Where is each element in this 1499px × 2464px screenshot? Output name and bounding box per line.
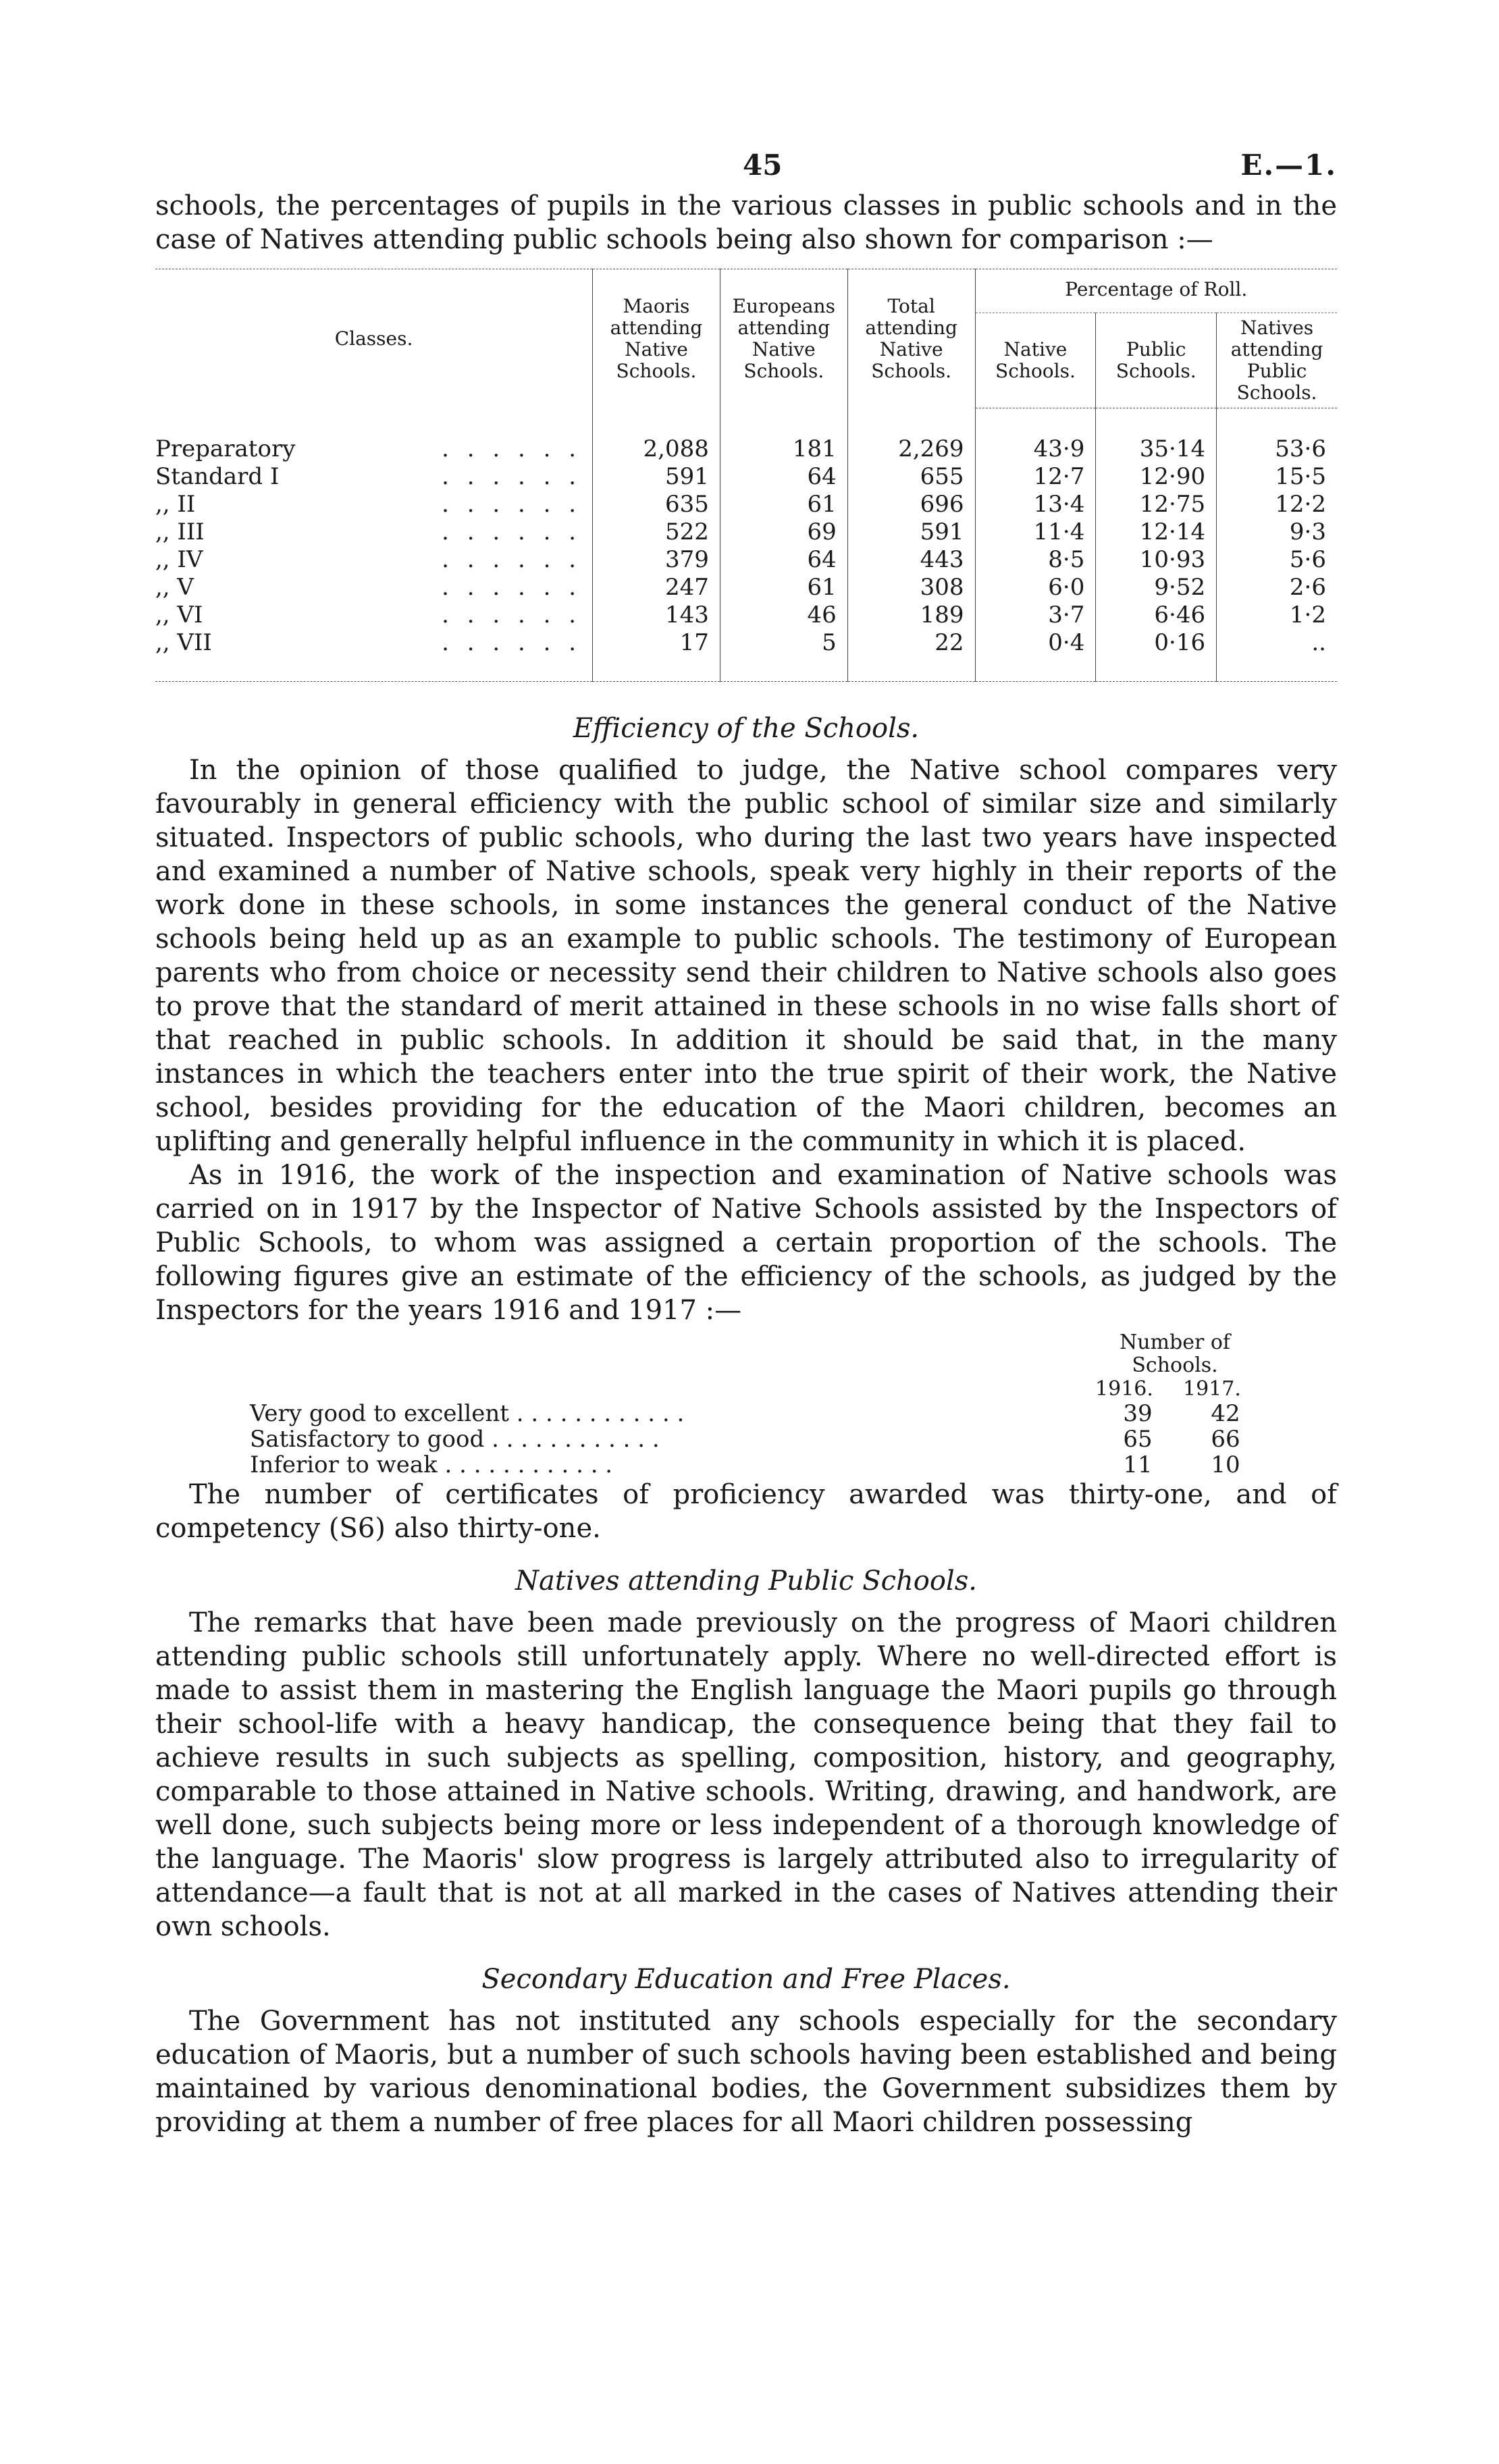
public-pct-value: 0·16 [1096, 629, 1217, 682]
natives-public-pct-value: .. [1217, 629, 1337, 682]
header-europeans: Europeans attending Native Schools. [720, 269, 847, 408]
leader-dots: . . . . . . [442, 601, 582, 628]
natives-public-pct-value: 5·6 [1217, 546, 1337, 574]
class-label: ,, III [155, 518, 205, 545]
natives-public-heading: Natives attending Public Schools. [515, 1565, 977, 1597]
value-1916: 39 [1123, 1400, 1153, 1427]
total-value: 22 [847, 629, 975, 682]
efficiency-label: Inferior to weak . . . . . . . . . . . . [250, 1451, 613, 1478]
table-row [155, 491, 1337, 518]
value-1916: 65 [1123, 1426, 1153, 1453]
maoris-value: 17 [593, 629, 720, 682]
public-pct-value: 10·93 [1096, 546, 1217, 574]
europeans-value: 69 [720, 518, 847, 546]
table-row [155, 408, 1337, 464]
maoris-value: 591 [593, 463, 720, 491]
efficiency-label: Satisfactory to good . . . . . . . . . . . . [250, 1426, 660, 1453]
leader-dots: . . . . . . [442, 463, 582, 490]
leader-dots: . . . . . . [442, 629, 582, 656]
public-pct-value: 12·90 [1096, 463, 1217, 491]
value-1916: 11 [1123, 1451, 1153, 1478]
native-pct-value: 11·4 [975, 518, 1096, 546]
class-label: ,, IV [155, 546, 203, 573]
natives-public-pct-value: 15·5 [1217, 463, 1337, 491]
list-item [250, 1401, 1337, 1426]
europeans-value: 64 [720, 463, 847, 491]
native-pct-value: 13·4 [975, 491, 1096, 518]
total-value: 189 [847, 601, 975, 629]
total-value: 2,269 [847, 408, 975, 464]
class-label: ,, V [155, 574, 194, 601]
europeans-value: 61 [720, 491, 847, 518]
native-pct-value: 3·7 [975, 601, 1096, 629]
list-item [250, 1452, 1337, 1478]
natives-public-pct-value: 53·6 [1217, 408, 1337, 464]
public-pct-value: 35·14 [1096, 408, 1217, 464]
number-of-schools-heading: Number of Schools. [1119, 1331, 1231, 1377]
leader-dots: . . . . . . [442, 518, 582, 545]
public-pct-value: 12·75 [1096, 491, 1217, 518]
header-maoris: Maoris attending Native Schools. [593, 269, 720, 408]
header-public-schools: Public Schools. [1096, 313, 1217, 408]
efficiency-paragraph-1: In the opinion of those qualified to judge, the Native school compares very favourably in general efficiency with the public school of similar size and similarly situated. Inspectors of public schools, who during the last two years have inspected and examined a number of Native schools, speak very highly in their reports of the work done in these schools, in some instances the general conduct of the Native schools being held up as an example to public schools. The testimony of European parents who from choice or necessity send their children to Native schools also goes to prove that the standard of merit attained in these schools in no wise falls short of that reached in public schools. In addition it should be said that, in the many instances in which the teachers enter into the true spirit of their work, the Native school, besides providing for the education of the Maori children, becomes an uplifting and generally helpful influence in the community in which it is placed. [155, 755, 1337, 1157]
maoris-value: 247 [593, 574, 720, 601]
value-1917: 42 [1211, 1400, 1240, 1427]
efficiency-figures [155, 1331, 1337, 1478]
natives-public-pct-value: 12·2 [1217, 491, 1337, 518]
natives-public-pct-value: 9·3 [1217, 518, 1337, 546]
total-value: 655 [847, 463, 975, 491]
year-1917-heading: 1917. [1183, 1377, 1241, 1401]
native-pct-value: 43·9 [975, 408, 1096, 464]
total-value: 696 [847, 491, 975, 518]
total-value: 591 [847, 518, 975, 546]
value-1917: 10 [1211, 1451, 1240, 1478]
table-row [155, 463, 1337, 491]
page-number: 45 [743, 149, 783, 182]
header-percentage-group: Percentage of Roll. [975, 269, 1337, 313]
class-label: ,, VII [155, 629, 212, 656]
list-item [250, 1426, 1337, 1452]
table-row [155, 546, 1337, 574]
europeans-value: 5 [720, 629, 847, 682]
header-natives-public: Natives attending Public Schools. [1217, 313, 1337, 408]
leader-dots: . . . . . . [442, 574, 582, 601]
public-pct-value: 6·46 [1096, 601, 1217, 629]
document-page [155, 142, 1337, 2139]
document-reference: E.—1. [1240, 149, 1337, 182]
efficiency-paragraph-2: As in 1916, the work of the inspection and examination of Native schools was carried on in 1917 by the Inspector of Native Schools assisted by the Inspectors of Public Schools, to whom was assigned a certain proportion of the schools. The following figures give an estimate of the efficiency of the schools, as judged by the Inspectors for the years 1916 and 1917 :— [155, 1160, 1337, 1326]
natives-public-pct-value: 2·6 [1217, 574, 1337, 601]
maoris-value: 522 [593, 518, 720, 546]
native-pct-value: 8·5 [975, 546, 1096, 574]
leader-dots: . . . . . . [442, 546, 582, 573]
public-pct-value: 9·52 [1096, 574, 1217, 601]
native-pct-value: 6·0 [975, 574, 1096, 601]
table-row [155, 574, 1337, 601]
class-label: Preparatory [155, 435, 296, 462]
efficiency-heading: Efficiency of the Schools. [573, 713, 920, 744]
certificates-paragraph: The number of certificates of proficiency awarded was thirty-one, and of competency (S6) also thirty-one. [155, 1479, 1337, 1544]
maoris-value: 2,088 [593, 408, 720, 464]
europeans-value: 181 [720, 408, 847, 464]
natives-public-paragraph: The remarks that have been made previously on the progress of Maori children attending public schools still unfortunately apply. Where no well-directed effort is made to assist them in mastering the English language the Maori pupils go through their school-life with a heavy handicap, the consequence being that they fail to achieve results in such subjects as spelling, composition, history, and geography, comparable to those attained in Native schools. Writing, drawing, and handwork, are well done, such subjects being more or less independent of a thorough knowledge of the language. The Maoris' slow progress is largely attributed also to irregularity of attendance—a fault that is not at all marked in the cases of Natives attending their own schools. [155, 1607, 1337, 1942]
maoris-value: 379 [593, 546, 720, 574]
europeans-value: 61 [720, 574, 847, 601]
class-label: Standard I [155, 463, 280, 490]
efficiency-label: Very good to excellent . . . . . . . . . . . . [250, 1400, 685, 1427]
class-statistics-table [155, 269, 1337, 682]
maoris-value: 143 [593, 601, 720, 629]
total-value: 443 [847, 546, 975, 574]
europeans-value: 64 [720, 546, 847, 574]
native-pct-value: 12·7 [975, 463, 1096, 491]
leader-dots: . . . . . . [442, 491, 582, 518]
header-total: Total attending Native Schools. [847, 269, 975, 408]
class-label: ,, II [155, 491, 196, 518]
table-row [155, 518, 1337, 546]
secondary-education-paragraph: The Government has not instituted any schools especially for the secondary education of Maoris, but a number of such schools having been established and being maintained by various denominational bodies, the Government subsidizes them by providing at them a number of free places for all Maori children possessing [155, 2006, 1337, 2138]
maoris-value: 635 [593, 491, 720, 518]
leader-dots: . . . . . . [442, 435, 582, 462]
header-native-schools: Native Schools. [975, 313, 1096, 408]
natives-public-pct-value: 1·2 [1217, 601, 1337, 629]
public-pct-value: 12·14 [1096, 518, 1217, 546]
intro-paragraph: schools, the percentages of pupils in the various classes in public schools and in the case of Natives attending public schools being also shown for comparison :— [155, 190, 1337, 255]
table-row [155, 629, 1337, 682]
page-header [155, 142, 1337, 189]
header-classes: Classes. [155, 269, 593, 408]
class-label: ,, VI [155, 601, 203, 628]
value-1917: 66 [1211, 1426, 1240, 1453]
europeans-value: 46 [720, 601, 847, 629]
secondary-education-heading: Secondary Education and Free Places. [481, 1964, 1011, 1995]
year-1916-heading: 1916. [1095, 1377, 1153, 1401]
table-row [155, 601, 1337, 629]
native-pct-value: 0·4 [975, 629, 1096, 682]
total-value: 308 [847, 574, 975, 601]
